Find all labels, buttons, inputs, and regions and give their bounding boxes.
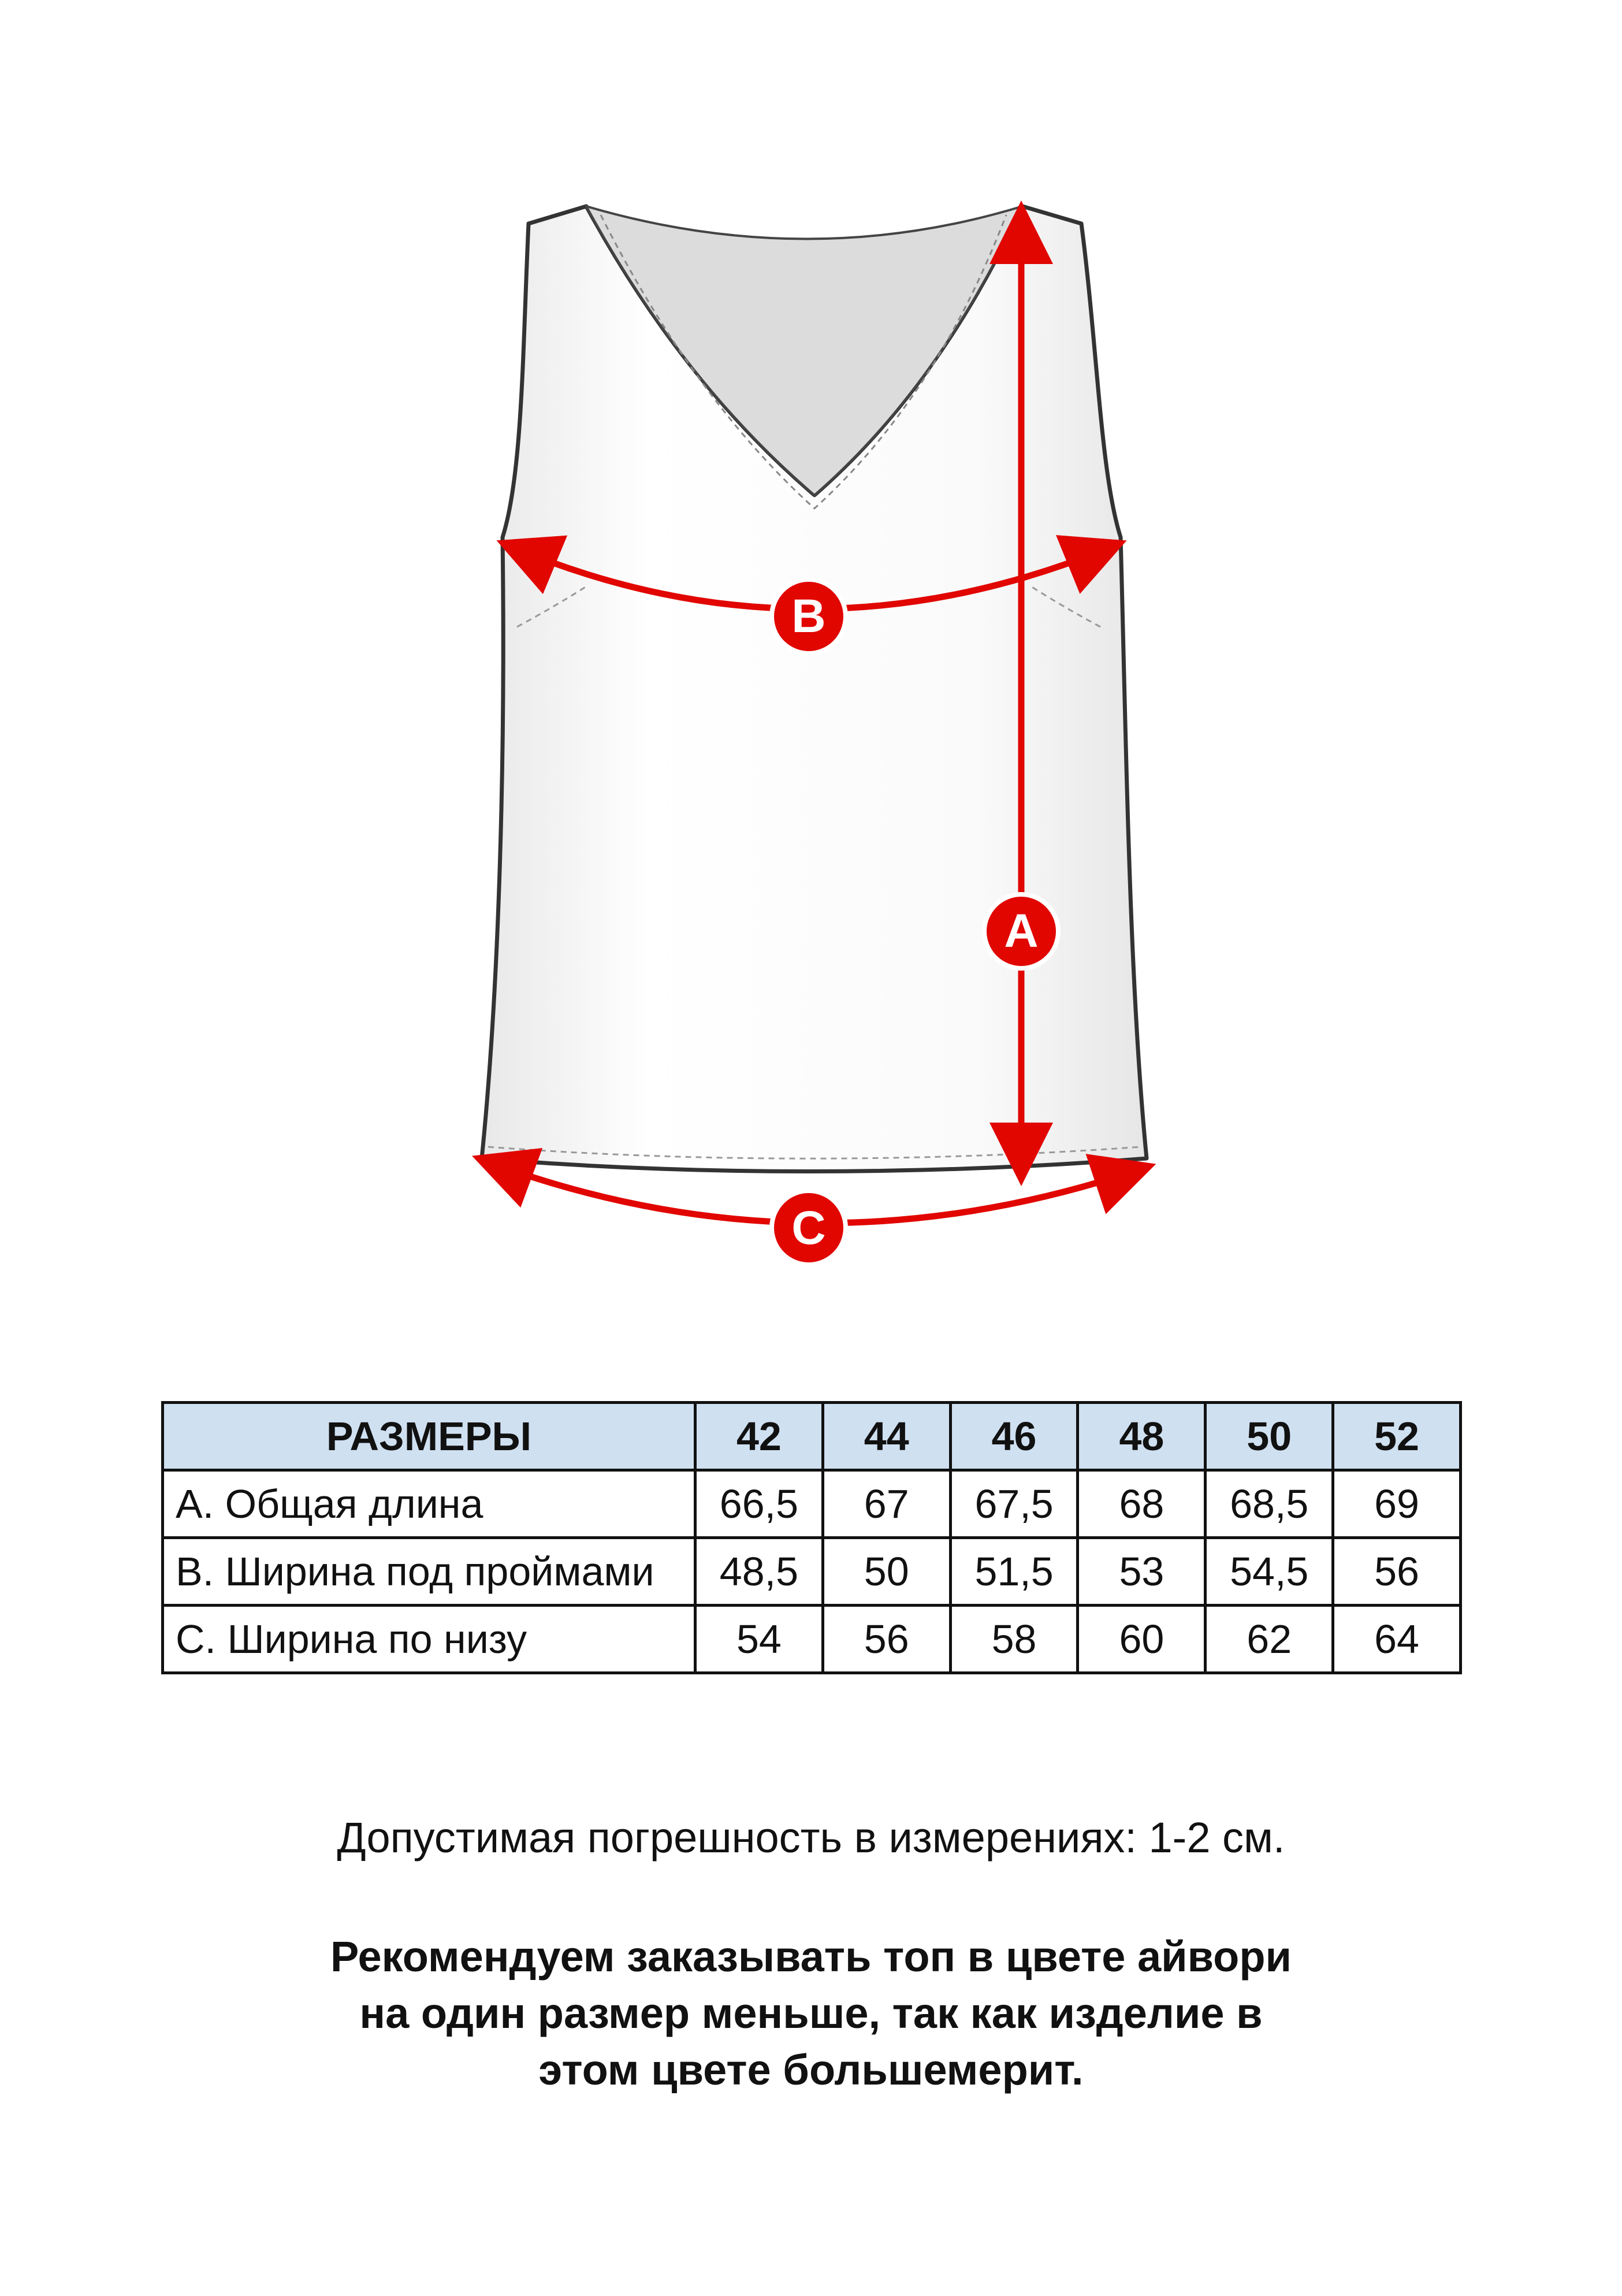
recommendation-line: на один размер меньше, так как изделие в xyxy=(359,1989,1263,2037)
marker-c xyxy=(772,1191,846,1265)
recommendation-line: Рекомендуем заказывать топ в цвете айвори xyxy=(330,1933,1292,1981)
header-size: 52 xyxy=(1333,1403,1461,1470)
table-cell: 53 xyxy=(1078,1538,1206,1606)
header-size: 50 xyxy=(1206,1403,1333,1470)
table-cell: 62 xyxy=(1206,1606,1333,1673)
table-cell: 56 xyxy=(823,1606,950,1673)
table-cell: 54,5 xyxy=(1206,1538,1333,1606)
marker-a xyxy=(984,894,1058,968)
recommendation-line: этом цвете большемерит. xyxy=(538,2046,1084,2094)
row-label: В. Ширина под проймами xyxy=(163,1538,695,1606)
header-label: РАЗМЕРЫ xyxy=(163,1403,695,1470)
marker-b xyxy=(772,579,846,653)
row-label: А. Общая длина xyxy=(163,1470,695,1538)
tolerance-note: Допустимая погрешность в измерениях: 1-2 см. xyxy=(337,1814,1285,1862)
table-row xyxy=(163,1538,1461,1606)
header-size: 44 xyxy=(823,1403,950,1470)
table-cell: 60 xyxy=(1078,1606,1206,1673)
table-cell: 69 xyxy=(1333,1470,1461,1538)
table-cell: 66,5 xyxy=(695,1470,823,1538)
header-size: 48 xyxy=(1078,1403,1206,1470)
table-cell: 50 xyxy=(823,1538,950,1606)
size-table xyxy=(161,1401,1462,1674)
marker-c-letter: C xyxy=(791,1202,826,1254)
table-cell: 68 xyxy=(1078,1470,1206,1538)
marker-b-letter: B xyxy=(791,590,826,642)
table-cell: 54 xyxy=(695,1606,823,1673)
table-cell: 56 xyxy=(1333,1538,1461,1606)
table-cell: 67 xyxy=(823,1470,950,1538)
table-row xyxy=(163,1606,1461,1673)
marker-a-letter: A xyxy=(1004,905,1039,957)
recommendation-note xyxy=(0,1929,1622,2098)
size-table-header-row xyxy=(163,1403,1461,1470)
header-size: 42 xyxy=(695,1403,823,1470)
table-cell: 67,5 xyxy=(950,1470,1078,1538)
table-row xyxy=(163,1470,1461,1538)
table-cell: 58 xyxy=(950,1606,1078,1673)
table-cell: 51,5 xyxy=(950,1538,1078,1606)
header-size: 46 xyxy=(950,1403,1078,1470)
table-cell: 64 xyxy=(1333,1606,1461,1673)
row-label: С. Ширина по низу xyxy=(163,1606,695,1673)
table-cell: 68,5 xyxy=(1206,1470,1333,1538)
table-cell: 48,5 xyxy=(695,1538,823,1606)
